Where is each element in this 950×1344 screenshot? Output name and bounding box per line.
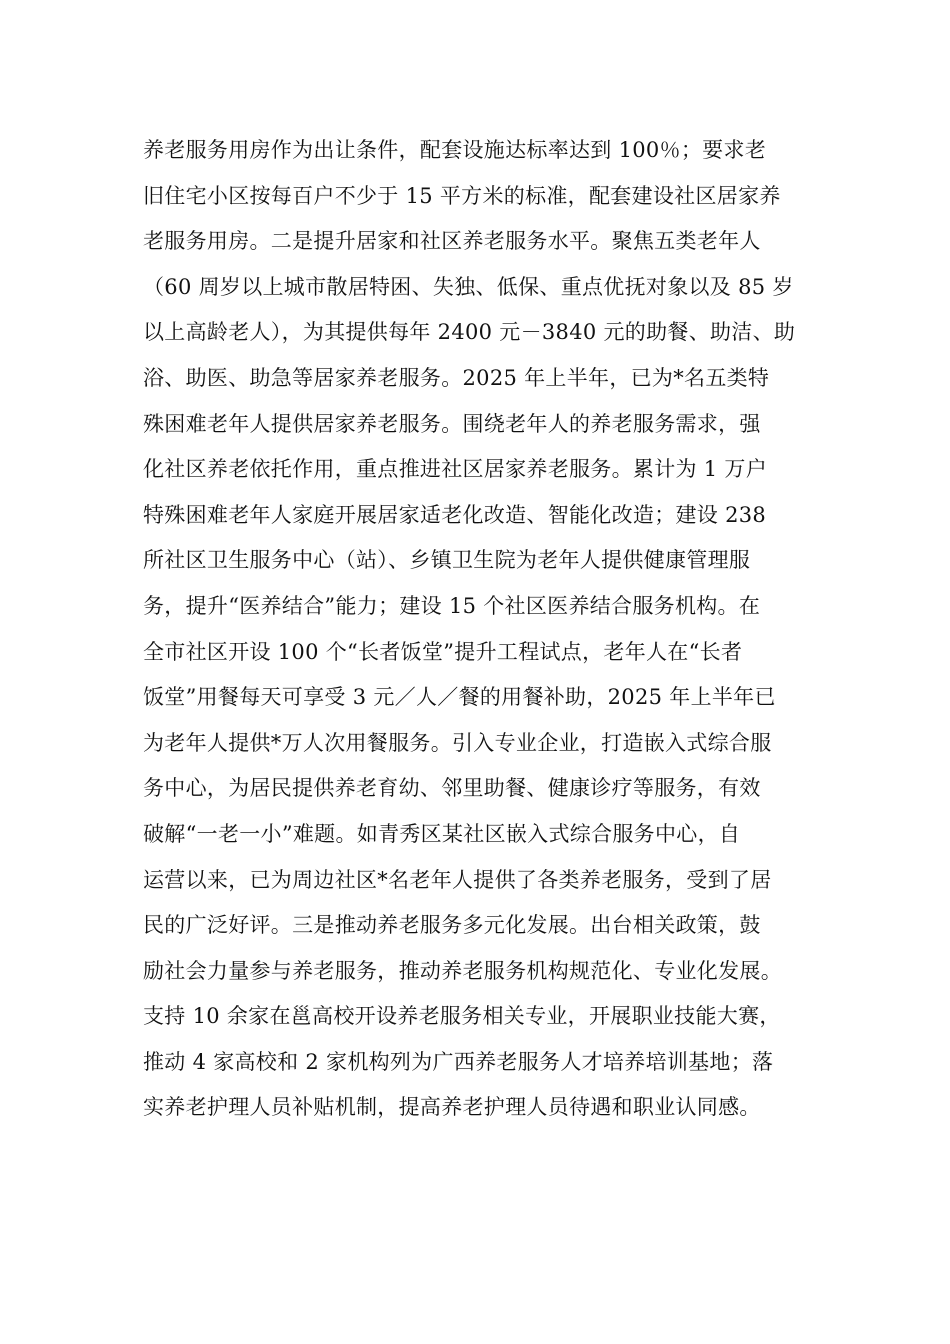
paragraph-line: 旧住宅小区按每百户不少于 15 平方米的标准，配套建设社区居家养 — [143, 183, 781, 208]
paragraph-line: 推动 4 家高校和 2 家机构列为广西养老服务人才培养培训基地；落 — [143, 1049, 774, 1074]
paragraph-line: 实养老护理人员补贴机制，提高养老护理人员待遇和职业认同感。 — [143, 1095, 761, 1120]
paragraph-line: 务，提升“医养结合”能力；建设 15 个社区医养结合服务机构。在 — [143, 593, 761, 618]
paragraph-line: 破解“一老一小”难题。如青秀区某社区嵌入式综合服务中心，自 — [143, 821, 741, 846]
body-paragraph — [143, 128, 843, 1131]
paragraph-line: 殊困难老年人提供居家养老服务。围绕老年人的养老服务需求，强 — [143, 411, 761, 436]
paragraph-line: 运营以来，已为周边社区*名老年人提供了各类养老服务，受到了居 — [143, 867, 772, 892]
paragraph-line: 特殊困难老年人家庭开展居家适老化改造、智能化改造；建设 238 — [143, 502, 767, 527]
paragraph-line: 励社会力量参与养老服务，推动养老服务机构规范化、专业化发展。 — [143, 958, 782, 983]
paragraph-line: 养老服务用房作为出让条件，配套设施达标率达到 100％；要求老 — [143, 138, 767, 162]
paragraph-line: 化社区养老依托作用，重点推进社区居家养老服务。累计为 1 万户 — [143, 457, 768, 482]
paragraph-line: （60 周岁以上城市散居特困、失独、低保、重点优抚对象以及 85 岁 — [143, 274, 794, 299]
paragraph-line: 为老年人提供*万人次用餐服务。引入专业企业，打造嵌入式综合服 — [143, 730, 772, 755]
paragraph-line: 全市社区开设 100 个“长者饭堂”提升工程试点，老年人在“长者 — [143, 639, 743, 664]
paragraph-line: 老服务用房。二是提升居家和社区养老服务水平。聚焦五类老年人 — [143, 229, 761, 254]
paragraph-line: 民的广泛好评。三是推动养老服务多元化发展。出台相关政策，鼓 — [143, 913, 761, 938]
paragraph-line: 浴、助医、助急等居家养老服务。2025 年上半年，已为*名五类特 — [143, 365, 770, 390]
paragraph-line: 务中心，为居民提供养老育幼、邻里助餐、健康诊疗等服务，有效 — [143, 776, 761, 801]
paragraph-line: 所社区卫生服务中心（站）、乡镇卫生院为老年人提供健康管理服 — [143, 548, 751, 573]
paragraph-line: 饭堂”用餐每天可享受 3 元／人／餐的用餐补助，2025 年上半年已 — [143, 685, 776, 710]
paragraph-line: 以上高龄老人），为其提供每年 2400 元－3840 元的助餐、助洁、助 — [143, 320, 796, 345]
paragraph-line: 支持 10 余家在邕高校开设养老服务相关专业，开展职业技能大赛， — [143, 1004, 781, 1029]
